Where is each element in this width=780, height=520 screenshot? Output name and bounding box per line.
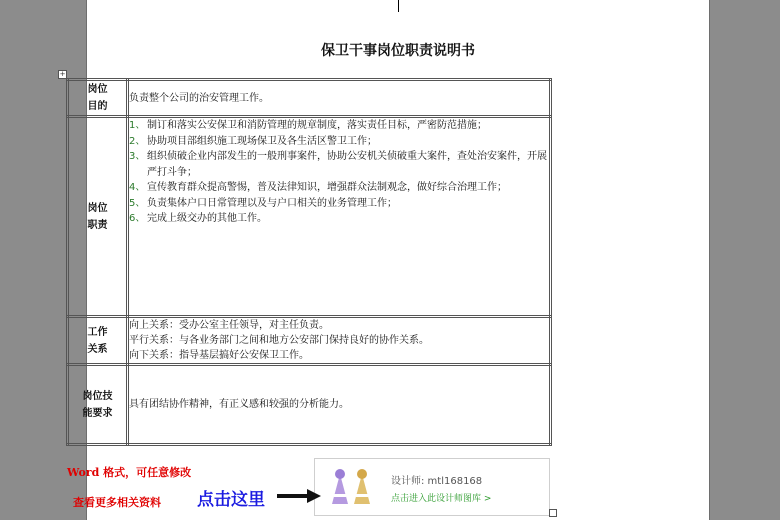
table-resize-handle[interactable]: [549, 509, 557, 517]
see-more-link[interactable]: 查看更多相关资料: [73, 496, 161, 509]
duty-item: 5、 负责集体户口日常管理以及与户口相关的业务管理工作；: [129, 197, 397, 209]
word-format-note: Word 格式，可任意修改: [67, 466, 192, 479]
duty-item: 2、 协助项目部组织施工现场保卫及各生活区警卫工作；: [129, 135, 377, 147]
duty-item: 6、 完成上级交办的其他工作。: [129, 213, 267, 224]
table-row-duties: [68, 117, 551, 317]
duties-content[interactable]: [128, 117, 551, 317]
relation-line: 平行关系：与各业务部门之间和地方公安部门保持良好的协作关系。: [129, 335, 429, 346]
text-cursor: [398, 0, 399, 12]
duty-item: 1、 制订和落实公安保卫和消防管理的规章制度，落实责任目标，严密防范措施；: [129, 120, 487, 131]
click-here-link[interactable]: 点击这里: [197, 490, 265, 510]
purpose-content[interactable]: 负责整个公司的治安管理工作。: [128, 80, 551, 117]
table-row-skills: [68, 365, 551, 445]
duty-item: 3、 组织侦破企业内部发生的一般刑事案件，协助公安机关侦破重大案件，查处治安案件，开展严打斗争；: [129, 151, 547, 178]
document-title: 保卫干事岗位职责说明书: [321, 43, 475, 59]
relations-content[interactable]: [128, 317, 551, 365]
table-move-handle-icon[interactable]: +: [59, 70, 66, 78]
relation-line: 向上关系：受办公室主任领导，对主任负责。: [129, 320, 329, 331]
relation-line: 向下关系：指导基层搞好公安保卫工作。: [129, 350, 309, 361]
twin-figures-logo-icon[interactable]: [324, 468, 382, 508]
skills-content[interactable]: 具有团结协作精神，有正义感和较强的分析能力。: [128, 365, 551, 445]
designer-gallery-link[interactable]: 点击进入此设计师图库 >: [391, 494, 492, 504]
duty-item: 4、 宣传教育群众提高警惕，普及法律知识，增强群众法制观念，做好综合治理工作；: [129, 182, 507, 193]
table-row-purpose: [68, 80, 551, 117]
job-description-table: [66, 78, 552, 446]
right-arrow-icon: [277, 489, 321, 503]
duties-label: 岗位 职责: [68, 117, 128, 317]
designer-name: 设计师: mtl168168: [391, 476, 483, 487]
purpose-label: 岗位 目的: [68, 80, 128, 117]
skills-label: 岗位技 能要求: [68, 365, 128, 445]
relations-label: 工作 关系: [68, 317, 128, 365]
duty-list: [129, 118, 549, 227]
table-row-relations: [68, 317, 551, 365]
